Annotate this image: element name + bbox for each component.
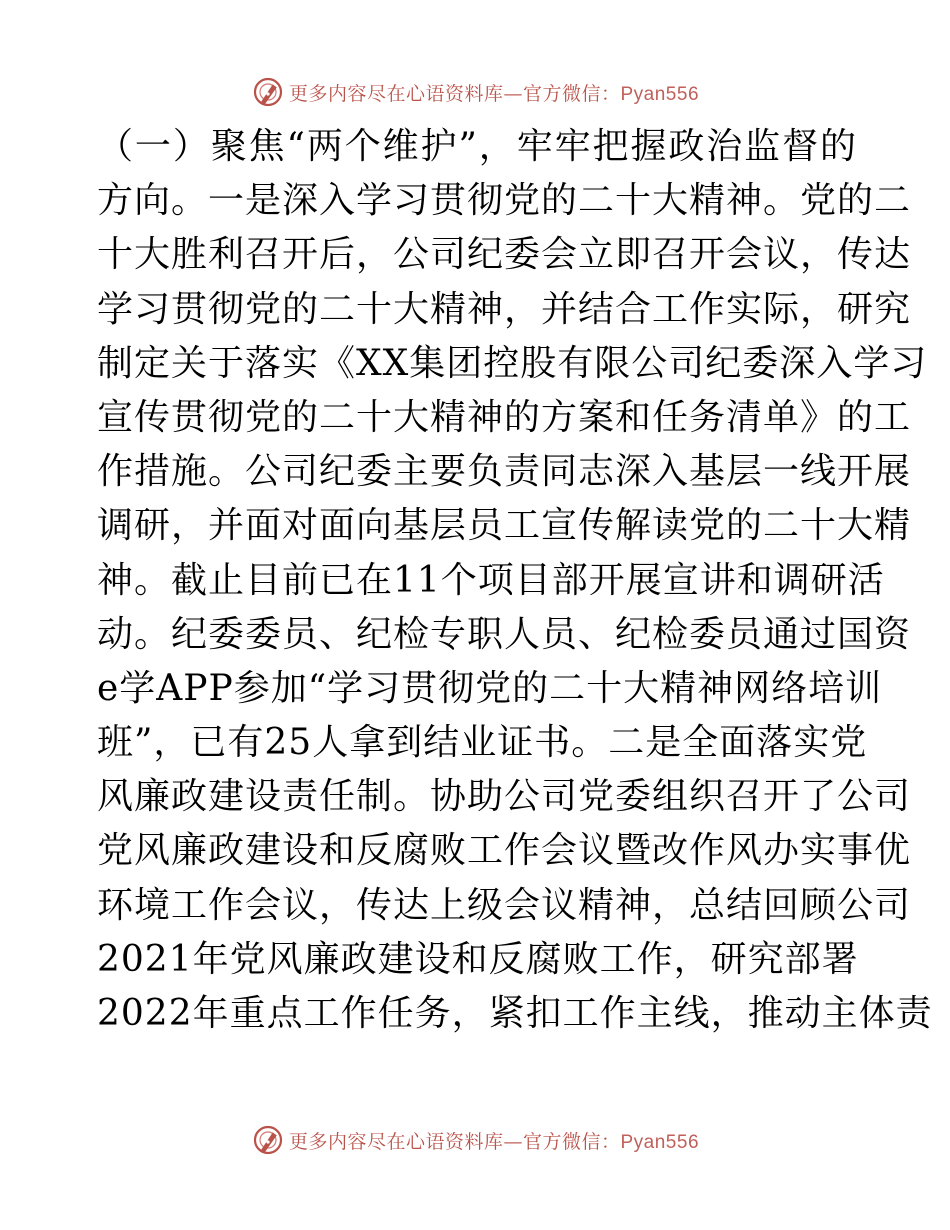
text-line: 学习贯彻党的二十大精神，并结合工作实际，研究	[97, 288, 912, 330]
watermark-separator: —	[503, 1130, 523, 1153]
text-line: 方向。一是深入学习贯彻党的二十大精神。党的二	[97, 180, 912, 222]
text-line: 动。纪委委员、纪检专职人员、纪检委员通过国资	[97, 613, 912, 655]
text-line: （一）聚焦“两个维护”，牢牢把握政治监督的	[97, 126, 857, 167]
footer-watermark	[0, 1120, 950, 1160]
header-watermark	[0, 72, 950, 112]
text-line: 党风廉政建设和反腐败工作会议暨改作风办实事优	[97, 830, 912, 872]
text-line: 调研，并面对面向基层员工宣传解读党的二十大精	[97, 505, 912, 547]
pen-nib-circle-logo-icon	[251, 75, 285, 109]
text-line: 班”，已有25人拿到结业证书。二是全面落实党	[97, 722, 868, 764]
pen-nib-circle-logo-icon	[251, 1123, 285, 1157]
watermark-wechat-id: Pyan556	[620, 83, 700, 105]
text-line: 2022年重点工作任务，紧扣工作主线，推动主体责	[97, 993, 933, 1034]
text-line: 制定关于落实《XX集团控股有限公司纪委深入学习	[97, 342, 928, 384]
watermark-text: 更多内容尽在心语资料库	[288, 1130, 504, 1153]
watermark-text: 更多内容尽在心语资料库	[288, 82, 504, 105]
text-line: 风廉政建设责任制。协助公司党委组织召开了公司	[97, 776, 912, 818]
watermark-wechat-label: 官方微信：	[522, 1130, 621, 1153]
text-line: e学APP参加“学习贯彻党的二十大精神网络培训	[97, 667, 883, 709]
watermark-wechat-id: Pyan556	[620, 1131, 700, 1153]
text-line: 十大胜利召开后，公司纪委会立即召开会议，传达	[97, 234, 912, 276]
text-line: 环境工作会议，传达上级会议精神，总结回顾公司	[97, 884, 912, 926]
text-line: 神。截止目前已在11个项目部开展宣讲和调研活	[97, 559, 885, 601]
text-line: 作措施。公司纪委主要负责同志深入基层一线开展	[97, 451, 912, 493]
text-line: 宣传贯彻党的二十大精神的方案和任务清单》的工	[97, 396, 912, 438]
document-body	[97, 120, 933, 1041]
text-line: 2021年党风廉政建设和反腐败工作，研究部署	[97, 938, 859, 980]
watermark-separator: —	[503, 82, 523, 105]
watermark-wechat-label: 官方微信：	[522, 82, 621, 105]
